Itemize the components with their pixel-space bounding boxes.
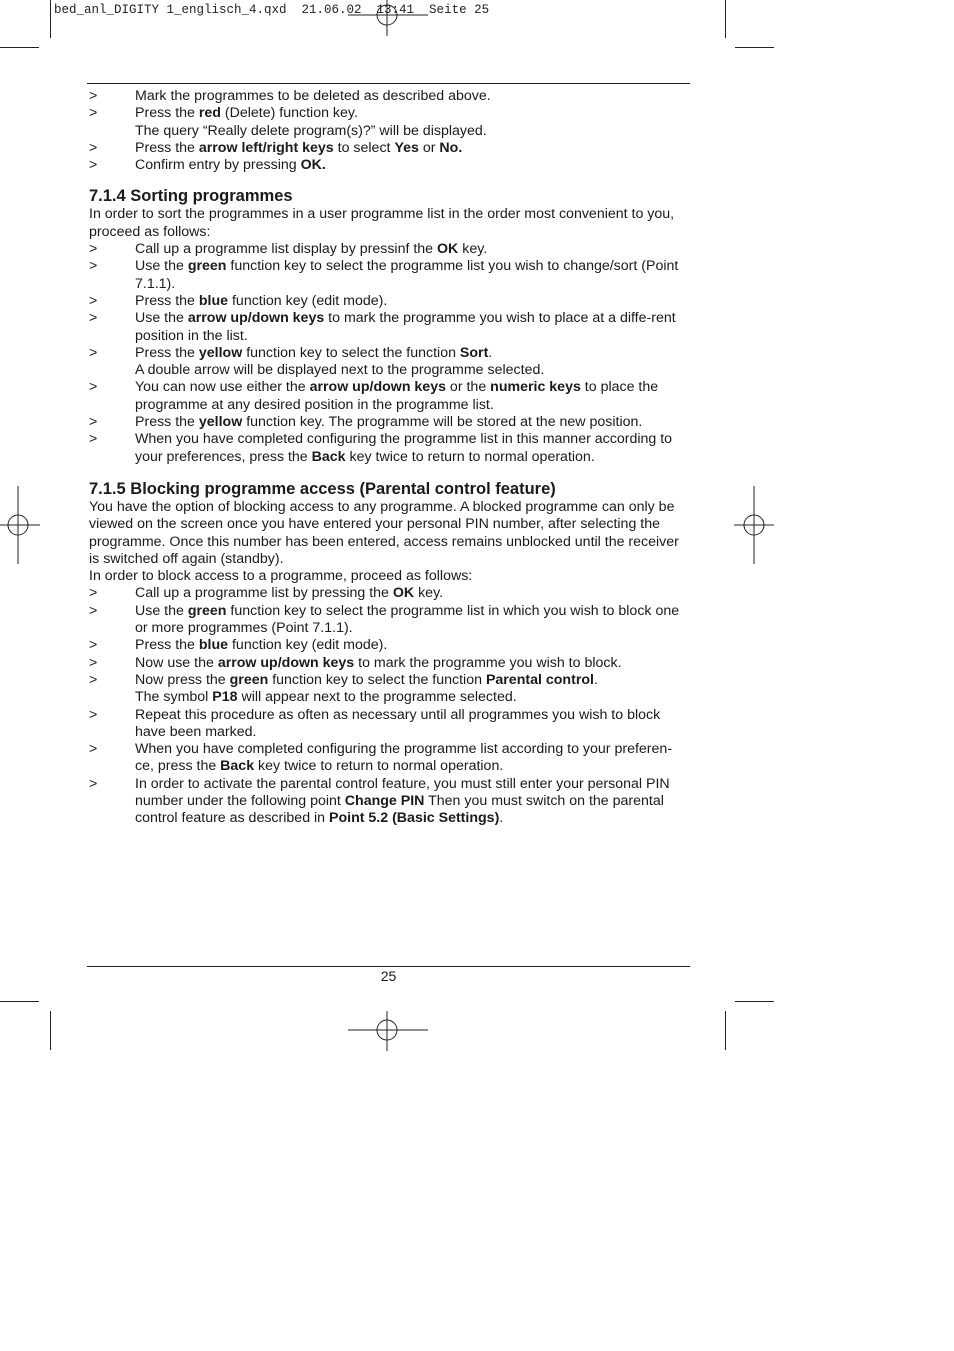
key-term: green bbox=[187, 258, 227, 275]
bullet-marker: > bbox=[89, 431, 98, 448]
item-text: function key (edit mode). bbox=[228, 637, 388, 654]
list-item bbox=[89, 672, 689, 689]
bullet-marker: > bbox=[89, 88, 98, 104]
item-text: to mark the programme you wish to place at a diffe-rent position in the list. bbox=[135, 310, 676, 344]
item-text: to select bbox=[333, 139, 395, 156]
item-text: Repeat this procedure as often as necessary until all programmes you wish to block have been marked. bbox=[135, 706, 661, 740]
key-term: blue bbox=[198, 292, 229, 309]
registration-mark-icon bbox=[0, 486, 40, 564]
list-item bbox=[89, 105, 689, 122]
key-term: arrow up/down keys bbox=[309, 379, 446, 396]
item-text: key. bbox=[458, 241, 488, 258]
list-item bbox=[89, 707, 689, 742]
page-content bbox=[89, 88, 689, 828]
bullet-marker: > bbox=[89, 379, 98, 396]
key-term: arrow up/down keys bbox=[187, 310, 325, 327]
item-text: Use the bbox=[135, 258, 188, 275]
list-item bbox=[89, 310, 689, 345]
item-text: Press the bbox=[135, 292, 199, 309]
item-text: to mark the programme you wish to block. bbox=[354, 654, 622, 671]
item-text: will appear next to the programme selected. bbox=[237, 689, 517, 706]
crop-mark bbox=[735, 1001, 774, 1002]
section-heading: 7.1.5 Blocking programme access (Parental control feature) bbox=[89, 479, 556, 498]
item-text: Press the bbox=[135, 139, 199, 156]
bullet-marker: > bbox=[89, 310, 98, 327]
key-term: arrow up/down keys bbox=[217, 654, 355, 671]
bullet-marker: > bbox=[89, 344, 98, 361]
key-term: OK. bbox=[300, 157, 326, 174]
bullet-marker: > bbox=[89, 671, 98, 688]
key-term: yellow bbox=[198, 344, 243, 361]
file-slug: bed_anl_DIGITY 1_englisch_4.qxd 21.06.02 13:41 Seite 25 bbox=[54, 3, 490, 17]
list-item bbox=[89, 241, 689, 258]
key-term: OK bbox=[392, 585, 415, 602]
item-text: . bbox=[499, 810, 504, 827]
key-term: Back bbox=[311, 448, 346, 465]
item-text: Press the bbox=[135, 637, 199, 654]
bullet-marker: > bbox=[89, 637, 98, 654]
key-term: arrow left/right keys bbox=[198, 139, 334, 156]
bullet-marker: > bbox=[89, 654, 98, 671]
item-text: Press the bbox=[135, 105, 199, 122]
key-term: No. bbox=[439, 139, 463, 156]
key-term: Back bbox=[220, 758, 255, 775]
bullet-marker: > bbox=[89, 292, 98, 309]
bullet-marker: > bbox=[89, 602, 98, 619]
list-item bbox=[89, 293, 689, 310]
key-term: red bbox=[198, 105, 221, 122]
key-term: yellow bbox=[198, 414, 243, 431]
item-text: Press the bbox=[135, 414, 199, 431]
item-text: . bbox=[488, 344, 493, 361]
list-item bbox=[89, 258, 689, 293]
bullet-marker: > bbox=[89, 157, 98, 174]
crop-mark bbox=[50, 1011, 51, 1050]
item-text: (Delete) function key. bbox=[220, 105, 358, 122]
item-text: key twice to return to normal operation. bbox=[254, 758, 504, 775]
paragraph: You have the option of blocking access to any programme. A blocked programme can only be viewed on the screen once you have entered your personal PIN number, after selecting the programme. Once this number has been entered, access remains unblocked until the receiver is switched off again (standby). bbox=[89, 498, 679, 567]
key-term: numeric keys bbox=[490, 379, 581, 396]
bullet-marker: > bbox=[89, 258, 98, 275]
item-text: Use the bbox=[135, 310, 188, 327]
key-term: blue bbox=[198, 637, 229, 654]
list-item bbox=[89, 655, 689, 672]
bullet-marker: > bbox=[89, 741, 98, 758]
item-text: Confirm entry by pressing bbox=[135, 157, 301, 174]
registration-mark-icon bbox=[348, 1011, 428, 1051]
item-text: function key to select the programme list in which you wish to block one or more programmes (Point 7.1.1). bbox=[135, 602, 680, 637]
item-text: Then you must switch on the parental control feature as described in bbox=[135, 792, 664, 827]
item-text: You can now use either the bbox=[135, 379, 310, 396]
key-term: green bbox=[229, 671, 269, 688]
bullet-marker: > bbox=[89, 585, 98, 602]
key-term: green bbox=[187, 602, 227, 619]
item-text: Now use the bbox=[135, 654, 218, 671]
bullet-marker: > bbox=[89, 105, 98, 122]
bullet-marker: > bbox=[89, 139, 98, 156]
list-item bbox=[89, 414, 689, 431]
section-heading: 7.1.4 Sorting programmes bbox=[89, 187, 293, 206]
item-text: to place the programme at any desired position in the programme list. bbox=[135, 379, 659, 413]
item-text: Call up a programme list by pressing the bbox=[135, 585, 393, 602]
item-text: Use the bbox=[135, 602, 188, 619]
list-item bbox=[89, 585, 689, 602]
crop-mark bbox=[50, 0, 51, 38]
crop-mark bbox=[725, 0, 726, 38]
item-text: or bbox=[418, 139, 440, 156]
item-text: function key (edit mode). bbox=[228, 292, 388, 309]
bullet-marker: > bbox=[89, 241, 98, 258]
list-item bbox=[89, 157, 689, 174]
top-rule bbox=[87, 83, 690, 84]
item-text: . bbox=[593, 671, 598, 688]
item-text: Now press the bbox=[135, 671, 230, 688]
list-item bbox=[89, 431, 689, 466]
bottom-rule bbox=[87, 966, 690, 967]
key-term: Yes bbox=[394, 139, 419, 156]
item-text: function key. The programme will be stored at the new position. bbox=[242, 414, 643, 431]
list-continuation bbox=[89, 689, 689, 706]
item-text: In order to activate the parental control feature, you must still enter your personal PIN number under the following point bbox=[135, 775, 670, 809]
page-number: 25 bbox=[380, 968, 397, 984]
list-item bbox=[89, 345, 689, 362]
item-text: Call up a programme list display by pressinf the bbox=[135, 241, 438, 258]
paragraph: In order to block access to a programme, proceed as follows: bbox=[89, 568, 473, 585]
item-text: key twice to return to normal operation. bbox=[345, 448, 595, 465]
key-term: Change PIN bbox=[344, 792, 425, 809]
item-text: function key to select the function bbox=[242, 344, 460, 361]
key-term: P18 bbox=[212, 689, 238, 706]
list-item bbox=[89, 741, 689, 776]
item-text: function key to select the function bbox=[268, 671, 486, 688]
item-text: When you have completed configuring the programme list in this manner according to your preferences, press the bbox=[135, 431, 673, 465]
item-text: Press the bbox=[135, 344, 199, 361]
bullet-marker: > bbox=[89, 414, 98, 431]
list-item bbox=[89, 637, 689, 654]
item-text: When you have completed configuring the programme list according to your preferen-ce, press the bbox=[135, 741, 673, 775]
list-item bbox=[89, 140, 689, 157]
registration-mark-icon bbox=[348, 0, 428, 36]
item-text: The symbol bbox=[135, 689, 213, 706]
registration-mark-icon bbox=[734, 486, 774, 564]
item-text: Mark the programmes to be deleted as described above. bbox=[135, 88, 491, 104]
key-term: Point 5.2 (Basic Settings) bbox=[329, 810, 500, 827]
item-text: or the bbox=[445, 379, 491, 396]
item-text: key. bbox=[414, 585, 444, 602]
bullet-marker: > bbox=[89, 706, 98, 723]
crop-mark bbox=[0, 1001, 39, 1002]
list-item bbox=[89, 379, 689, 414]
item-text: function key to select the programme list you wish to change/sort (Point 7.1.1). bbox=[135, 258, 679, 292]
list-item bbox=[89, 776, 689, 828]
list-item bbox=[89, 88, 689, 105]
key-term: OK bbox=[437, 241, 459, 258]
crop-mark bbox=[725, 1011, 726, 1050]
crop-mark bbox=[735, 47, 774, 48]
key-term: Sort bbox=[459, 344, 489, 361]
bullet-marker: > bbox=[89, 775, 98, 792]
list-continuation: A double arrow will be displayed next to the programme selected. bbox=[135, 362, 545, 379]
crop-mark bbox=[0, 47, 39, 48]
paragraph: In order to sort the programmes in a user programme list in the order most convenient to you, proceed as follows: bbox=[89, 206, 675, 240]
list-item bbox=[89, 603, 689, 638]
list-continuation: The query “Really delete program(s)?” will be displayed. bbox=[135, 122, 487, 139]
key-term: Parental control bbox=[485, 671, 594, 688]
